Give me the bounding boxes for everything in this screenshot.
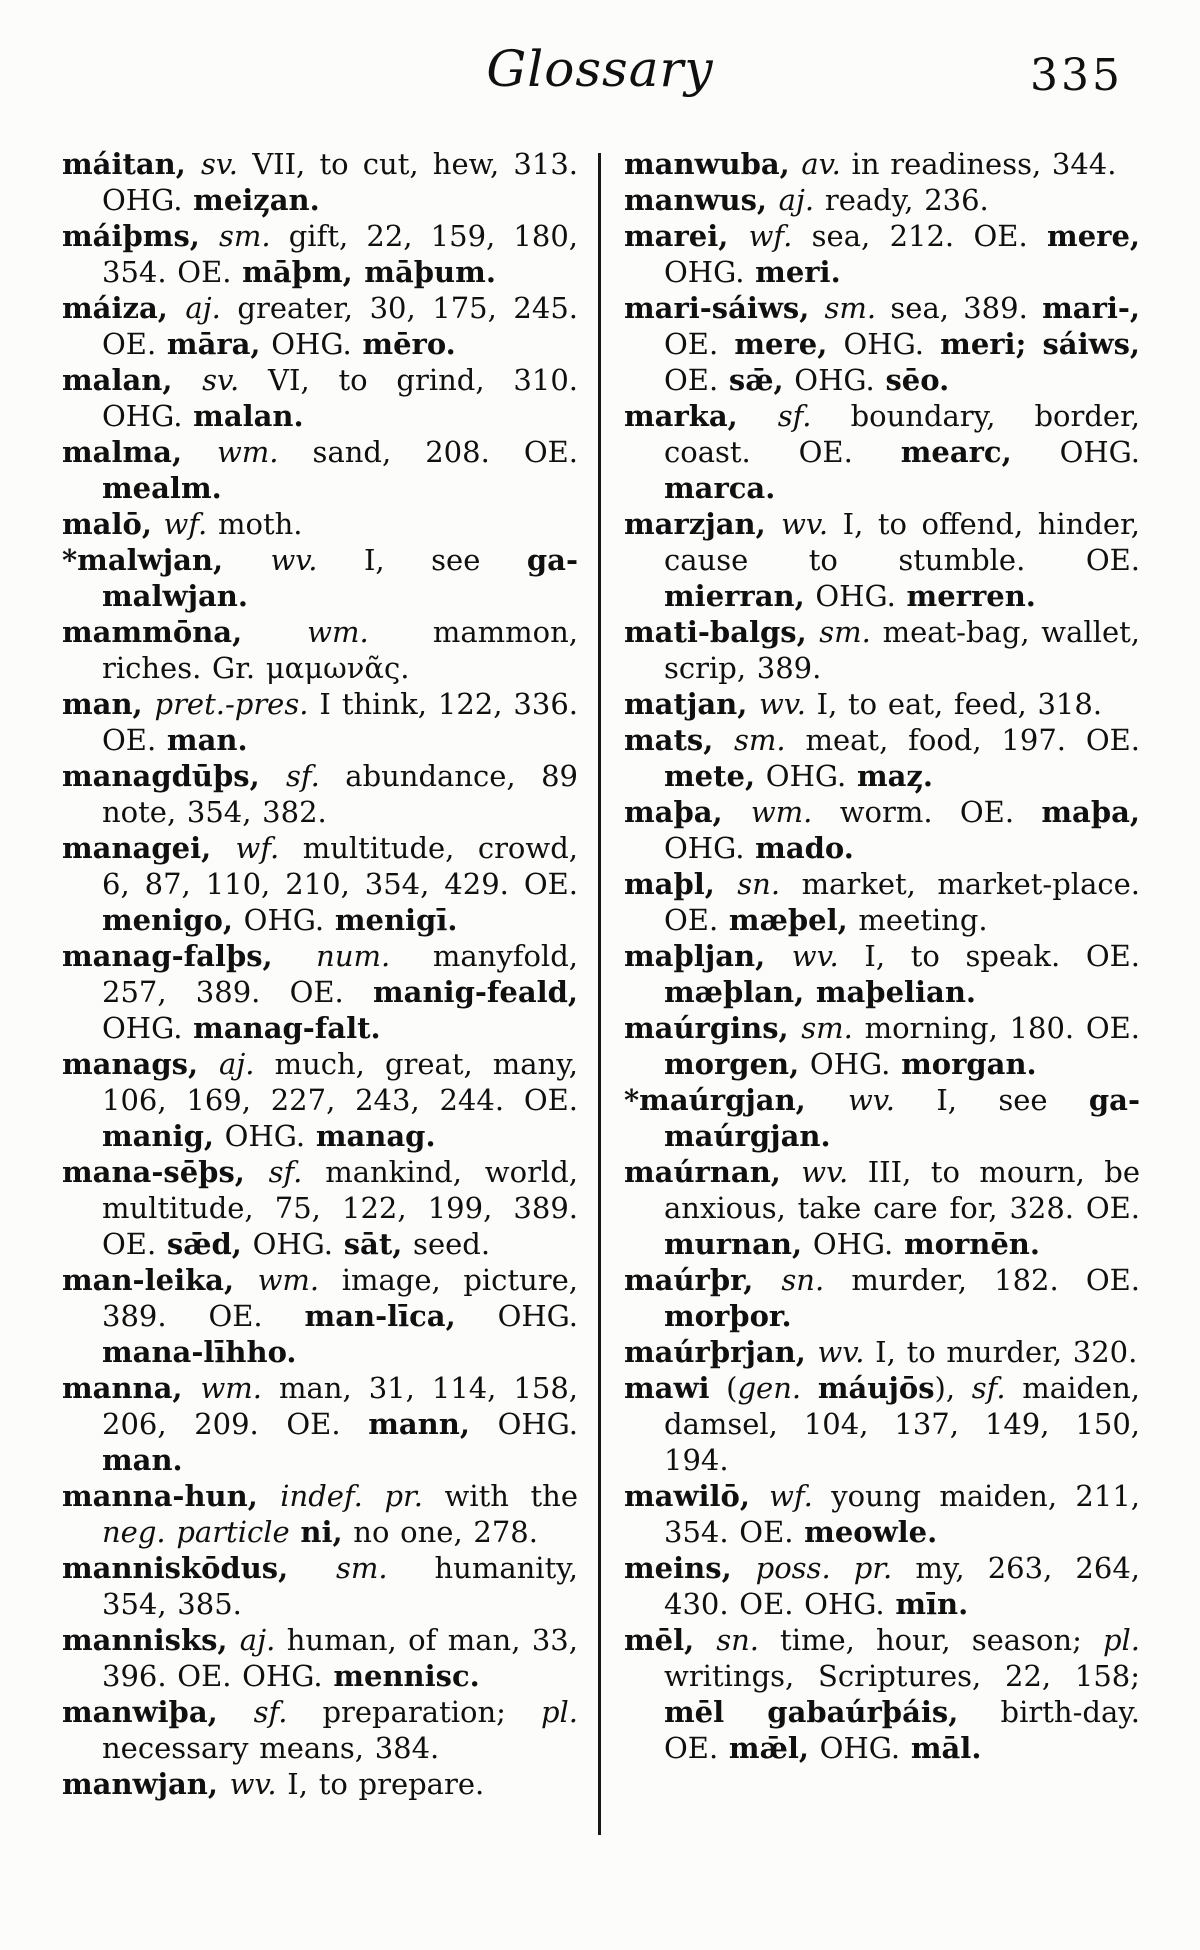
word-form: sǣd,: [166, 1227, 242, 1261]
gloss-text: ),: [934, 1371, 972, 1405]
grammar-abbr: sf.: [253, 1695, 288, 1729]
word-form: mēro.: [362, 327, 456, 361]
gloss-text: preparation;: [287, 1695, 541, 1729]
glossary-entry: [62, 362, 578, 434]
glossary-entry: [624, 1262, 1140, 1334]
word-form: morþor.: [664, 1299, 792, 1333]
grammar-abbr: wv.: [801, 1155, 849, 1189]
word-form: máiza,: [62, 291, 186, 325]
grammar-abbr: sm.: [734, 723, 786, 757]
gloss-text: moth.: [207, 507, 303, 541]
glossary-entry: [624, 1622, 1140, 1766]
word-form: managei,: [62, 831, 236, 865]
glossary-entry: [62, 614, 578, 686]
gloss-text: writings, Scriptures, 22, 158;: [664, 1659, 1140, 1693]
glossary-entry: [624, 1010, 1140, 1082]
grammar-abbr: num.: [316, 939, 391, 973]
page-number: 335: [1030, 50, 1123, 101]
glossary-entry: [624, 686, 1140, 722]
grammar-abbr: aj.: [239, 1623, 276, 1657]
glossary-entry: [624, 866, 1140, 938]
grammar-abbr: wv.: [270, 543, 318, 577]
glossary-entry: [62, 1622, 578, 1694]
word-form: manag-falt.: [193, 1011, 381, 1045]
word-form: manwiþa,: [62, 1695, 254, 1729]
grammar-abbr: wm.: [307, 615, 369, 649]
gloss-text: OHG.: [799, 1047, 902, 1081]
gloss-text: (: [709, 1371, 738, 1405]
gloss-text: [1026, 327, 1042, 361]
gloss-text: OHG.: [808, 1731, 911, 1765]
word-form: mēl,: [624, 1623, 717, 1657]
word-form: mati-balgs,: [624, 615, 820, 649]
word-form: menigī.: [334, 903, 458, 937]
gloss-text: man, 31, 114, 158, 206, 209. OE.: [102, 1371, 578, 1441]
glossary-entry: [62, 218, 578, 290]
gloss-text: with the: [422, 1479, 578, 1513]
grammar-abbr: sn.: [781, 1263, 825, 1297]
grammar-abbr: neg. particle: [102, 1515, 290, 1549]
word-form: malan,: [62, 363, 203, 397]
grammar-abbr: aj.: [219, 1047, 255, 1081]
word-form: māl.: [910, 1731, 982, 1765]
glossary-entry: [624, 938, 1140, 1010]
word-form: marei,: [624, 219, 749, 253]
glossary-column-right: [624, 146, 1140, 1766]
gloss-text: sand, 208. OE.: [278, 435, 578, 469]
grammar-abbr: aj.: [778, 183, 815, 217]
word-form: máiþms,: [62, 219, 219, 253]
gloss-text: sea, 389.: [876, 291, 1043, 325]
gloss-text: sea, 212. OE.: [792, 219, 1048, 253]
grammar-abbr: wm.: [216, 435, 279, 469]
gloss-text: murder, 182. OE.: [824, 1263, 1140, 1297]
gloss-text: worm. OE.: [812, 795, 1042, 829]
glossary-entry: [62, 686, 578, 758]
word-form: mado.: [755, 831, 854, 865]
gloss-text: OHG.: [804, 579, 907, 613]
word-form: marka,: [624, 399, 778, 433]
word-form: mealm.: [102, 471, 222, 505]
word-form: mearc,: [900, 435, 1012, 469]
glossary-entry: [624, 1370, 1140, 1478]
word-form: manwjan,: [62, 1767, 230, 1801]
gloss-text: meeting.: [847, 903, 988, 937]
grammar-abbr: sm.: [218, 219, 271, 253]
gloss-text: meat, food, 197. OE.: [785, 723, 1140, 757]
grammar-abbr: wf.: [163, 507, 208, 541]
grammar-abbr: av.: [801, 147, 841, 181]
gloss-text: OHG.: [783, 363, 886, 397]
grammar-abbr: pl.: [540, 1695, 578, 1729]
gloss-text: boundary, border, coast. OE.: [664, 399, 1140, 469]
grammar-abbr: wv.: [791, 939, 839, 973]
gloss-text: mankind, world, multitude, 75, 122, 199, 389. OE.: [102, 1155, 578, 1261]
word-form: meri.: [755, 255, 841, 289]
glossary-entry: [62, 938, 578, 1046]
word-form: maúrþrjan,: [624, 1335, 818, 1369]
word-form: man.: [166, 723, 248, 757]
word-form: morgen,: [664, 1047, 800, 1081]
glossary-entry: [62, 1370, 578, 1478]
word-form: mæþel,: [728, 903, 848, 937]
gloss-text: I, to murder, 320.: [864, 1335, 1138, 1369]
glossary-column-left: [62, 146, 578, 1802]
grammar-abbr: sm.: [801, 1011, 853, 1045]
glossary-entry: [624, 182, 1140, 218]
word-form: mierran,: [664, 579, 805, 613]
glossary-entry: [62, 1262, 578, 1370]
gloss-text: image, picture, 389. OE.: [102, 1263, 579, 1333]
word-form: manags,: [62, 1047, 219, 1081]
word-form: malō,: [62, 507, 164, 541]
running-head: [0, 38, 1200, 108]
word-form: mere,: [1047, 219, 1140, 253]
grammar-abbr: indef. pr.: [280, 1479, 423, 1513]
glossary-entry: [62, 1766, 578, 1802]
grammar-abbr: sf.: [971, 1371, 1006, 1405]
grammar-abbr: sm.: [824, 291, 877, 325]
glossary-entry: [62, 830, 578, 938]
grammar-abbr: sv.: [202, 363, 240, 397]
grammar-abbr: wm.: [200, 1371, 262, 1405]
word-form: mari-sáiws,: [624, 291, 825, 325]
gloss-text: OHG.: [802, 1227, 904, 1261]
gloss-text: VI, to grind, 310. OHG.: [102, 363, 578, 433]
gloss-text: OHG.: [827, 327, 941, 361]
word-form: maþljan,: [624, 939, 792, 973]
grammar-abbr: sm.: [819, 615, 871, 649]
page-title: Glossary: [486, 40, 714, 98]
gloss-text: OHG.: [102, 1011, 194, 1045]
glossary-entry: [62, 146, 578, 218]
word-form: mete,: [664, 759, 756, 793]
gloss-text: OHG.: [213, 1119, 316, 1153]
column-divider-rule: [598, 153, 601, 1835]
word-form: marca.: [664, 471, 776, 505]
word-form: mennisc.: [333, 1659, 480, 1693]
word-form: man.: [102, 1443, 183, 1477]
word-form: ga-malwjan.: [102, 543, 578, 613]
grammar-abbr: wm.: [750, 795, 813, 829]
glossary-entry: [62, 506, 578, 542]
word-form: sēo.: [885, 363, 950, 397]
grammar-abbr: wm.: [257, 1263, 320, 1297]
gloss-text: abundance, 89 note, 354, 382.: [102, 759, 578, 829]
glossary-entry: [62, 542, 578, 614]
word-form: maúrþr,: [624, 1263, 782, 1297]
glossary-entry: [624, 614, 1140, 686]
gloss-text: OHG.: [469, 1407, 578, 1441]
word-form: mawi: [624, 1371, 710, 1405]
glossary-entry: [62, 1478, 578, 1550]
word-form: malma,: [62, 435, 217, 469]
gloss-text: OE.: [664, 363, 729, 397]
glossary-entry: [624, 1154, 1140, 1262]
gloss-text: necessary means, 384.: [102, 1731, 440, 1765]
word-form: meiȥan.: [193, 183, 320, 217]
gloss-text: OHG.: [664, 831, 756, 865]
gloss-text: seed.: [402, 1227, 491, 1261]
gloss-text: manyfold, 257, 389. OE.: [102, 939, 578, 1009]
gloss-text: maiden, damsel, 104, 137, 149, 150, 194.: [664, 1371, 1140, 1477]
word-form: manag.: [315, 1119, 436, 1153]
gloss-text: OHG.: [455, 1299, 579, 1333]
word-form: meri;: [940, 327, 1027, 361]
word-form: manig,: [102, 1119, 214, 1153]
gloss-text: much, great, many, 106, 169, 227, 243, 244. OE.: [102, 1047, 578, 1117]
word-form: mana-sēþs,: [62, 1155, 269, 1189]
word-form: menigo,: [102, 903, 233, 937]
glossary-entry: [624, 146, 1140, 182]
grammar-abbr: wv.: [229, 1767, 277, 1801]
word-form: māþm, māþum.: [242, 255, 496, 289]
glossary-entry: [624, 506, 1140, 614]
glossary-entry: [624, 1334, 1140, 1370]
word-form: māra,: [166, 327, 261, 361]
grammar-abbr: poss. pr.: [755, 1551, 893, 1585]
word-form: mari-,: [1042, 291, 1140, 325]
grammar-abbr: sn.: [737, 867, 781, 901]
word-form: man-leika,: [62, 1263, 258, 1297]
word-form: managdūþs,: [62, 759, 287, 793]
word-form: maúrgins,: [624, 1011, 802, 1045]
word-form: sāt,: [343, 1227, 403, 1261]
glossary-entry: [624, 1550, 1140, 1622]
grammar-abbr: pret.-pres.: [154, 687, 309, 721]
gloss-text: I, to speak. OE.: [838, 939, 1140, 973]
glossary-entry: [624, 1478, 1140, 1550]
glossary-entry: [624, 722, 1140, 794]
gloss-text: OHG.: [232, 903, 335, 937]
gloss-text: gift, 22, 159, 180, 354. OE.: [102, 219, 579, 289]
gloss-text: III, to mourn, be anxious, take care for, 328. OE.: [664, 1155, 1140, 1225]
grammar-abbr: sf.: [286, 759, 320, 793]
word-form: manig-feald,: [373, 975, 578, 1009]
gloss-text: young maiden, 211, 354. OE.: [664, 1479, 1140, 1549]
gloss-text: I, see: [317, 543, 527, 577]
word-form: mannisks,: [62, 1623, 240, 1657]
gloss-text: OHG.: [664, 255, 756, 289]
word-form: merren.: [906, 579, 1036, 613]
gloss-text: morning, 180. OE.: [852, 1011, 1140, 1045]
word-form: mæþlan, maþelian.: [664, 975, 977, 1009]
grammar-abbr: sv.: [200, 147, 238, 181]
glossary-entry: [624, 290, 1140, 398]
word-form: mīn.: [895, 1587, 969, 1621]
word-form: morgan.: [901, 1047, 1037, 1081]
gloss-text: I think, 122, 336. OE.: [102, 687, 578, 757]
grammar-abbr: wf.: [235, 831, 280, 865]
glossary-entry: [62, 1550, 578, 1622]
word-form: *malwjan,: [62, 543, 271, 577]
gloss-text: multitude, crowd, 6, 87, 110, 210, 354, 429. OE.: [102, 831, 579, 901]
glossary-entry: [62, 1046, 578, 1154]
gloss-text: I, to prepare.: [276, 1767, 485, 1801]
word-form: *maúrgjan,: [624, 1083, 848, 1117]
gloss-text: OHG.: [1011, 435, 1140, 469]
glossary-entry: [624, 794, 1140, 866]
word-form: mann,: [368, 1407, 470, 1441]
word-form: máitan,: [62, 147, 201, 181]
word-form: maþa,: [624, 795, 751, 829]
word-form: sǣ,: [728, 363, 784, 397]
word-form: malan.: [193, 399, 304, 433]
grammar-abbr: sf.: [268, 1155, 303, 1189]
grammar-abbr: wv.: [758, 687, 806, 721]
word-form: mēl gabaúrþáis,: [664, 1695, 959, 1729]
word-form: matjan,: [624, 687, 759, 721]
gloss-text: my, 263, 264, 430. OE. OHG.: [664, 1551, 1140, 1621]
gloss-text: [801, 1371, 818, 1405]
grammar-abbr: gen.: [737, 1371, 802, 1405]
word-form: manwus,: [624, 183, 779, 217]
gloss-text: time, hour, season;: [758, 1623, 1103, 1657]
glossary-entry: [62, 1154, 578, 1262]
gloss-text: I, to offend, hinder, cause to stumble. OE.: [664, 507, 1140, 577]
word-form: maþa,: [1041, 795, 1140, 829]
gloss-text: meat-bag, wallet, scrip, 389.: [664, 615, 1140, 685]
glossary-entry: [624, 398, 1140, 506]
glossary-entry: [624, 218, 1140, 290]
word-form: manwuba,: [624, 147, 802, 181]
word-form: maȥ.: [856, 759, 933, 793]
word-form: mats,: [624, 723, 735, 757]
word-form: murnan,: [664, 1227, 803, 1261]
grammar-abbr: sf.: [777, 399, 812, 433]
word-form: mammōna,: [62, 615, 308, 649]
word-form: ga-maúrgjan.: [664, 1083, 1140, 1153]
gloss-text: ready, 236.: [814, 183, 989, 217]
word-form: meowle.: [804, 1515, 938, 1549]
word-form: maþl,: [624, 867, 738, 901]
gloss-text: OHG.: [260, 327, 363, 361]
gloss-text: OHG.: [241, 1227, 344, 1261]
word-form: man-līca,: [304, 1299, 456, 1333]
gloss-text: VII, to cut, hew, 313. OHG.: [102, 147, 578, 217]
glossary-entry: [62, 290, 578, 362]
gloss-text: I, see: [894, 1083, 1089, 1117]
gloss-text: birth-day. OE.: [664, 1695, 1140, 1765]
word-form: man,: [62, 687, 155, 721]
word-form: mǣl,: [728, 1731, 809, 1765]
word-form: mere,: [734, 327, 828, 361]
word-form: mawilō,: [624, 1479, 770, 1513]
grammar-abbr: sn.: [716, 1623, 759, 1657]
grammar-abbr: aj.: [185, 291, 221, 325]
word-form: manna-hun,: [62, 1479, 281, 1513]
word-form: máujōs: [817, 1371, 935, 1405]
word-form: meins,: [624, 1551, 756, 1585]
word-form: maúrnan,: [624, 1155, 802, 1189]
gloss-text: in readiness, 344.: [840, 147, 1117, 181]
word-form: mornēn.: [903, 1227, 1040, 1261]
word-form: ni,: [300, 1515, 343, 1549]
grammar-abbr: pl.: [1102, 1623, 1140, 1657]
gloss-text: humanity, 354, 385.: [102, 1551, 578, 1621]
gloss-text: no one, 278.: [342, 1515, 538, 1549]
glossary-entry: [62, 758, 578, 830]
word-form: manag-falþs,: [62, 939, 317, 973]
word-form: mana-līhho.: [102, 1335, 297, 1369]
word-form: sáiws,: [1042, 327, 1141, 361]
gloss-text: greater, 30, 175, 245. OE.: [102, 291, 578, 361]
word-form: manniskōdus,: [62, 1551, 336, 1585]
gloss-text: mammon, riches. Gr. μαμωνᾶς.: [102, 615, 578, 685]
glossary-entry: [624, 1082, 1140, 1154]
grammar-abbr: sm.: [335, 1551, 388, 1585]
gloss-text: [290, 1515, 301, 1549]
gloss-text: market, market-place. OE.: [664, 867, 1140, 937]
grammar-abbr: wf.: [769, 1479, 813, 1513]
grammar-abbr: wv.: [781, 507, 829, 541]
glossary-entry: [62, 1694, 578, 1766]
gloss-text: human, of man, 33, 396. OE. OHG.: [102, 1623, 578, 1693]
glossary-entry: [62, 434, 578, 506]
grammar-abbr: wv.: [847, 1083, 895, 1117]
grammar-abbr: wf.: [748, 219, 793, 253]
word-form: manna,: [62, 1371, 201, 1405]
gloss-text: OE.: [664, 327, 735, 361]
grammar-abbr: wv.: [817, 1335, 865, 1369]
gloss-text: I, to eat, feed, 318.: [805, 687, 1103, 721]
word-form: marzjan,: [624, 507, 782, 541]
gloss-text: OHG.: [755, 759, 857, 793]
